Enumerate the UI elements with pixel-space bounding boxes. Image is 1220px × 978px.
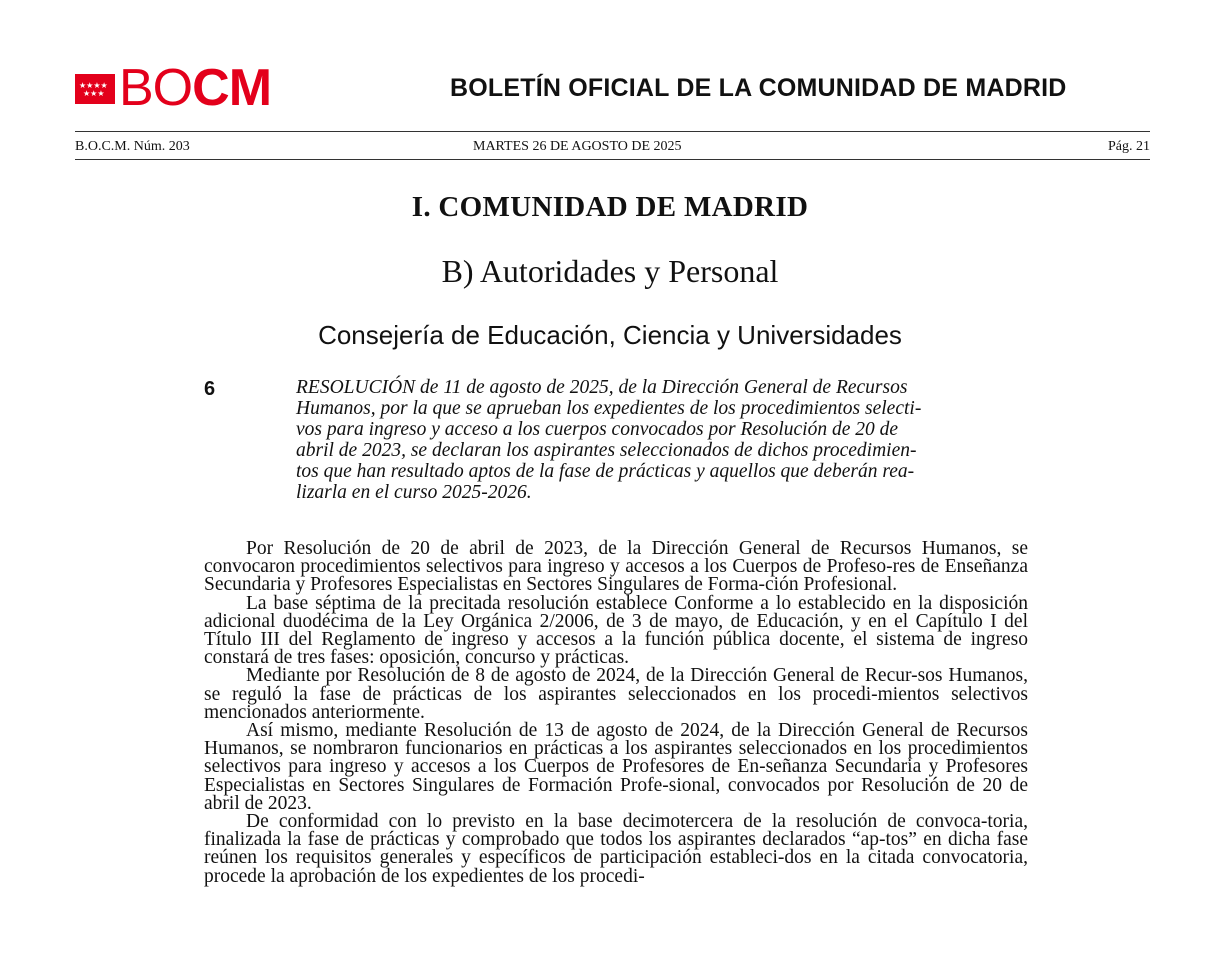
page-number: Pág. 21: [1108, 139, 1150, 154]
resolution-line: tos que han resultado aptos de la fase de prácticas y aquellos que deberán rea-: [296, 461, 915, 483]
body-paragraph: Mediante por Resolución de 8 de agosto de 2024, de la Dirección General de Recur-sos Humanos, se reguló la fase de prácticas de los aspirantes seleccionados en los procedi-mientos selectivos mencionados anteriormente.: [204, 665, 1028, 723]
section-title: I. COMUNIDAD DE MADRID: [411, 191, 809, 223]
issue-date: MARTES 26 DE AGOSTO DE 2025: [473, 139, 682, 154]
resolution-line: lizarla en el curso 2025-2026.: [296, 482, 532, 504]
resolution-line: RESOLUCIÓN de 11 de agosto de 2025, de la Dirección General de Recursos: [296, 377, 908, 398]
issue-line-divider: [75, 159, 1150, 160]
body-paragraph: Así mismo, mediante Resolución de 13 de agosto de 2024, de la Dirección General de Recursos Humanos, se nombraron funcionarios en prácticas a los aspirantes seleccionados en los procedimientos selectivos para ingreso y accesos a los Cuerpos de Profesores de En-señanza Secundaria y Profesores Especialistas en Sectores Singulares de Formación Profe-sional, convocados por Resolución de 20 de abril de 2023.: [204, 720, 1028, 814]
bocm-logo: [75, 59, 272, 117]
masthead-divider: [75, 131, 1150, 132]
svg-text:★★★★: ★★★★: [79, 81, 108, 90]
madrid-flag-icon: [75, 74, 115, 104]
subsection-title: B) Autoridades y Personal: [441, 253, 779, 289]
resolution-line: Humanos, por la que se aprueban los expedientes de los procedimientos selecti-: [296, 398, 922, 420]
entry-number: 6: [204, 378, 216, 400]
logo-suffix: CM: [192, 59, 272, 117]
department-title: Consejería de Educación, Ciencia y Universidades: [318, 320, 902, 350]
resolution-line: abril de 2023, se declaran los aspirantes seleccionados de dichos procedimien-: [296, 440, 917, 462]
body-paragraph: Por Resolución de 20 de abril de 2023, de la Dirección General de Recursos Humanos, se convocaron procedimientos selectivos para ingreso y accesos a los Cuerpos de Profeso-res de Enseñanza Secundaria y Profesores Especialistas en Sectores Singulares de Forma-ción Profesional.: [204, 538, 1028, 596]
body-paragraph: La base séptima de la precitada resolución establece Conforme a lo establecido en la disposición adicional duodécima de la Ley Orgánica 2/2006, de 3 de mayo, de Educación, y en el Capítulo I del Título III del Reglamento de ingreso y accesos a la función pública docente, el sistema de ingreso constará de tres fases: oposición, concurso y prácticas.: [204, 592, 1028, 669]
svg-text:★★★: ★★★: [83, 89, 105, 98]
logo-prefix: BO: [119, 59, 193, 117]
issue-number: B.O.C.M. Núm. 203: [75, 139, 190, 154]
body-paragraph: De conformidad con lo previsto en la base decimotercera de la resolución de convoca-toria, finalizada la fase de prácticas y comprobado que todos los aspirantes declarados “ap-tos” en dicha fase reúnen los requisitos generales y específicos de participación estableci-dos en la citada convocatoria, procede la aprobación de los expedientes de los procedi-: [204, 811, 1028, 887]
resolution-summary: [296, 377, 1028, 504]
resolution-line: vos para ingreso y acceso a los cuerpos convocados por Resolución de 20 de: [296, 419, 899, 441]
masthead-title: BOLETÍN OFICIAL DE LA COMUNIDAD DE MADRID: [450, 74, 1067, 102]
body-text: [204, 540, 1028, 886]
